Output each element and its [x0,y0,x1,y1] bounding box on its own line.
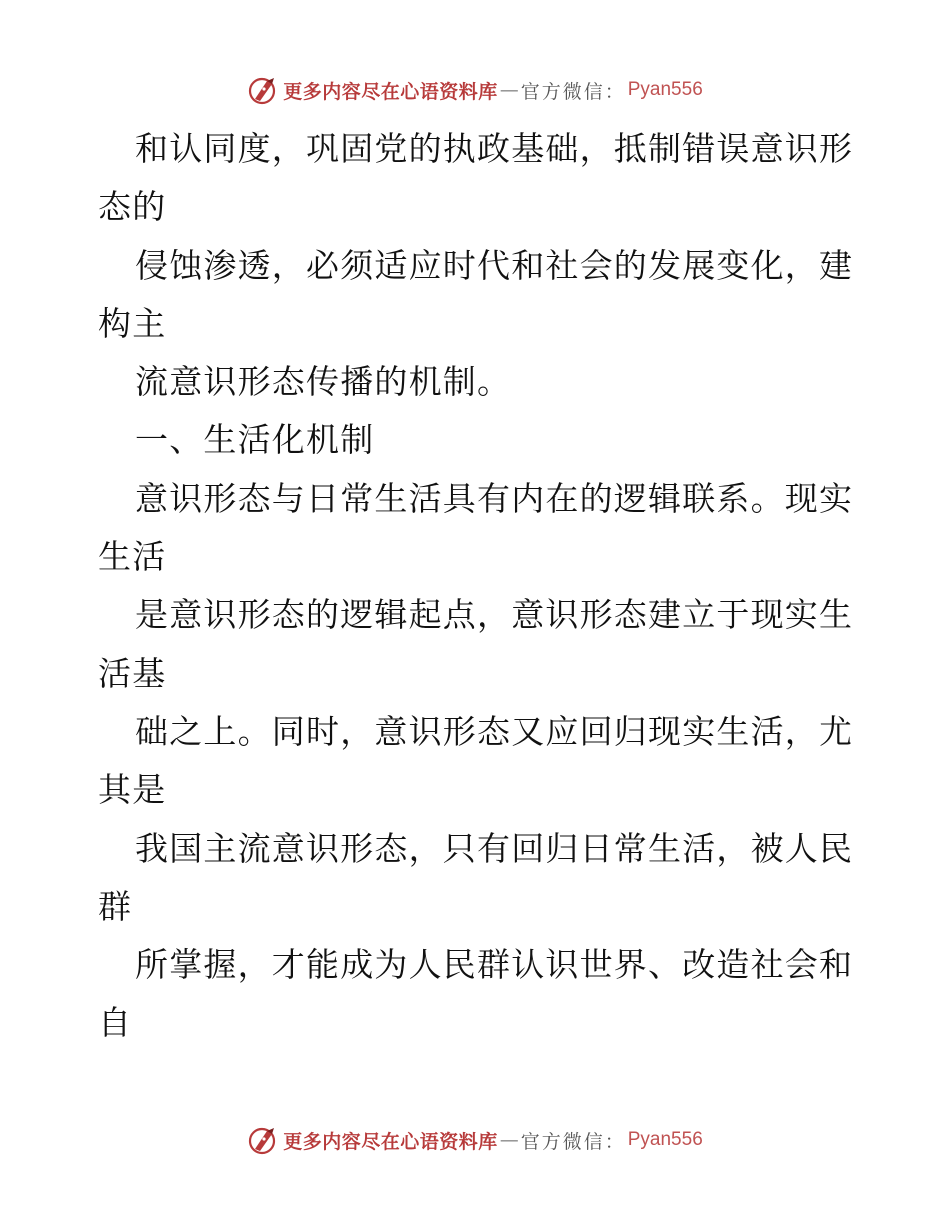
header-dash: — [499,79,519,101]
text-line-wrap: 群 [98,886,133,926]
footer-wechat-label: 官方微信： [520,1130,626,1153]
footer-wechat-id: Pyan556 [627,1129,703,1150]
text-line: 侵蚀渗透，必须适应时代和社会的发展变化，建 [135,245,854,285]
text-line: 是意识形态的逻辑起点，意识形态建立于现实生 [135,595,854,635]
header-brand-text: 更多内容尽在心语资料库 [283,80,498,103]
text-line-wrap: 态的 [98,187,167,227]
document-body [98,120,858,1053]
footer-dash: — [499,1129,519,1151]
text-line-wrap: 自 [98,1003,133,1043]
text-line: 流意识形态传播的机制。 [135,362,512,402]
header-banner [0,72,950,108]
text-line-wrap: 生活 [98,537,167,577]
text-line: 础之上。同时，意识形态又应回归现实生活，尤 [135,711,854,751]
header-wechat-id: Pyan556 [627,79,703,100]
text-line-wrap: 其是 [98,770,167,810]
text-line: 所掌握，才能成为人民群认识世界、改造社会和 [135,945,854,985]
footer-brand-text: 更多内容尽在心语资料库 [283,1130,498,1153]
footer-banner [0,1122,950,1158]
section-heading: 一、生活化机制 [135,420,375,460]
header-wechat-label: 官方微信： [520,80,626,103]
text-line: 意识形态与日常生活具有内在的逻辑联系。现实 [135,478,854,518]
text-line-wrap: 构主 [98,303,167,343]
text-line-wrap: 活基 [98,653,167,693]
pen-nib-logo-icon [247,1125,277,1155]
text-line: 我国主流意识形态，只有回归日常生活，被人民 [135,828,854,868]
text-line: 和认同度，巩固党的执政基础，抵制错误意识形 [135,129,854,168]
pen-nib-logo-icon [247,75,277,105]
